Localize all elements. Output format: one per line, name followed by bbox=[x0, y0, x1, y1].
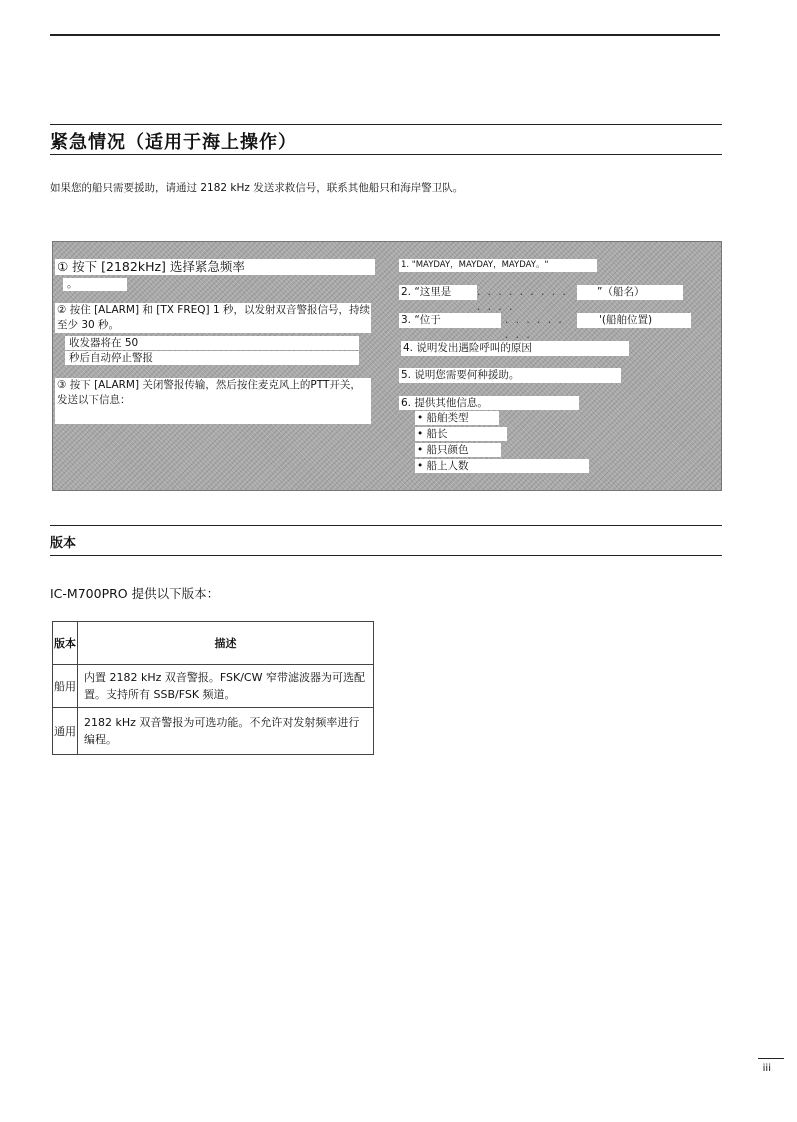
versions-available-text: IC-M700PRO 提供以下版本： bbox=[50, 586, 220, 601]
emergency-intro: 如果您的船只需要援助，请通过 2182 kHz 发送求救信号，联系其他船只和海岸警卫队。 bbox=[50, 182, 464, 194]
bullet-persons-on-board: • 船上人数 bbox=[415, 459, 589, 473]
cell-description: 内置 2182 kHz 双音警报。FSK/CW 窄带滤波器为可选配置。支持所有 SSB/FSK 频道。 bbox=[78, 665, 374, 708]
step-this-is-dots bbox=[477, 285, 573, 313]
step-mayday: 1. "MAYDAY，MAYDAY，MAYDAY。" bbox=[399, 259, 597, 272]
bullet-vessel-color: • 船只颜色 bbox=[415, 443, 501, 457]
cell-version: 船用 bbox=[53, 665, 78, 708]
step-2: ② 按住 [ALARM] 和 [TX FREQ] 1 秒，以发射双音警报信号，持续至少 30 秒。 bbox=[57, 304, 370, 331]
versions-rule-bottom bbox=[50, 555, 722, 556]
step-1: ① 按下 [2182kHz] 选择紧急频率 bbox=[55, 259, 375, 275]
bullet-vessel-length: • 船长 bbox=[415, 427, 507, 441]
header-version: 版本 bbox=[53, 622, 78, 665]
page-number: iii bbox=[762, 1063, 771, 1074]
table-header-row bbox=[53, 622, 374, 665]
section-rule-bottom bbox=[50, 154, 722, 155]
step-3: ③ 按下 [ALARM] 关闭警报传输，然后按住麦克风上的PTT开关，发送以下信息： bbox=[55, 378, 371, 424]
procedure-panel bbox=[52, 241, 722, 491]
located-dots: . . . . . . . . . bbox=[505, 314, 564, 341]
step-located-end: '(船舶位置) bbox=[577, 313, 691, 328]
step-assistance: 5. 说明您需要何种援助。 bbox=[399, 368, 621, 383]
table-row bbox=[53, 708, 374, 755]
versions-table bbox=[52, 621, 374, 755]
this-is-dots: . . . . . . . . . . . . . bbox=[477, 286, 568, 313]
step-located: 3. “位于 bbox=[399, 313, 501, 328]
page-number-rule bbox=[758, 1058, 784, 1059]
step-other-info: 6. 提供其他信息。 bbox=[399, 396, 579, 410]
step-reason: 4. 说明发出遇险呼叫的原因 bbox=[401, 341, 629, 356]
section-title-emergency: 紧急情况（适用于海上操作） bbox=[50, 132, 297, 153]
alarm-note-line-2: 秒后自动停止警报 bbox=[65, 351, 359, 365]
versions-rule-top bbox=[50, 525, 722, 526]
section-rule-top bbox=[50, 124, 722, 125]
step-this-is: 2. “这里是 bbox=[399, 285, 477, 300]
step-located-dots bbox=[505, 313, 573, 341]
cell-description: 2182 kHz 双音警报为可选功能。不允许对发射频率进行编程。 bbox=[78, 708, 374, 755]
table-row bbox=[53, 665, 374, 708]
bullet-vessel-type: • 船舶类型 bbox=[415, 411, 499, 425]
top-rule bbox=[50, 34, 720, 36]
step-this-is-end: ”（船名） bbox=[577, 285, 683, 300]
section-title-versions: 版本 bbox=[50, 536, 77, 551]
step-1-cont: 。 bbox=[63, 278, 127, 291]
header-description: 描述 bbox=[78, 622, 374, 665]
cell-version: 通用 bbox=[53, 708, 78, 755]
alarm-note-line-1: 收发器将在 50 bbox=[65, 336, 359, 350]
